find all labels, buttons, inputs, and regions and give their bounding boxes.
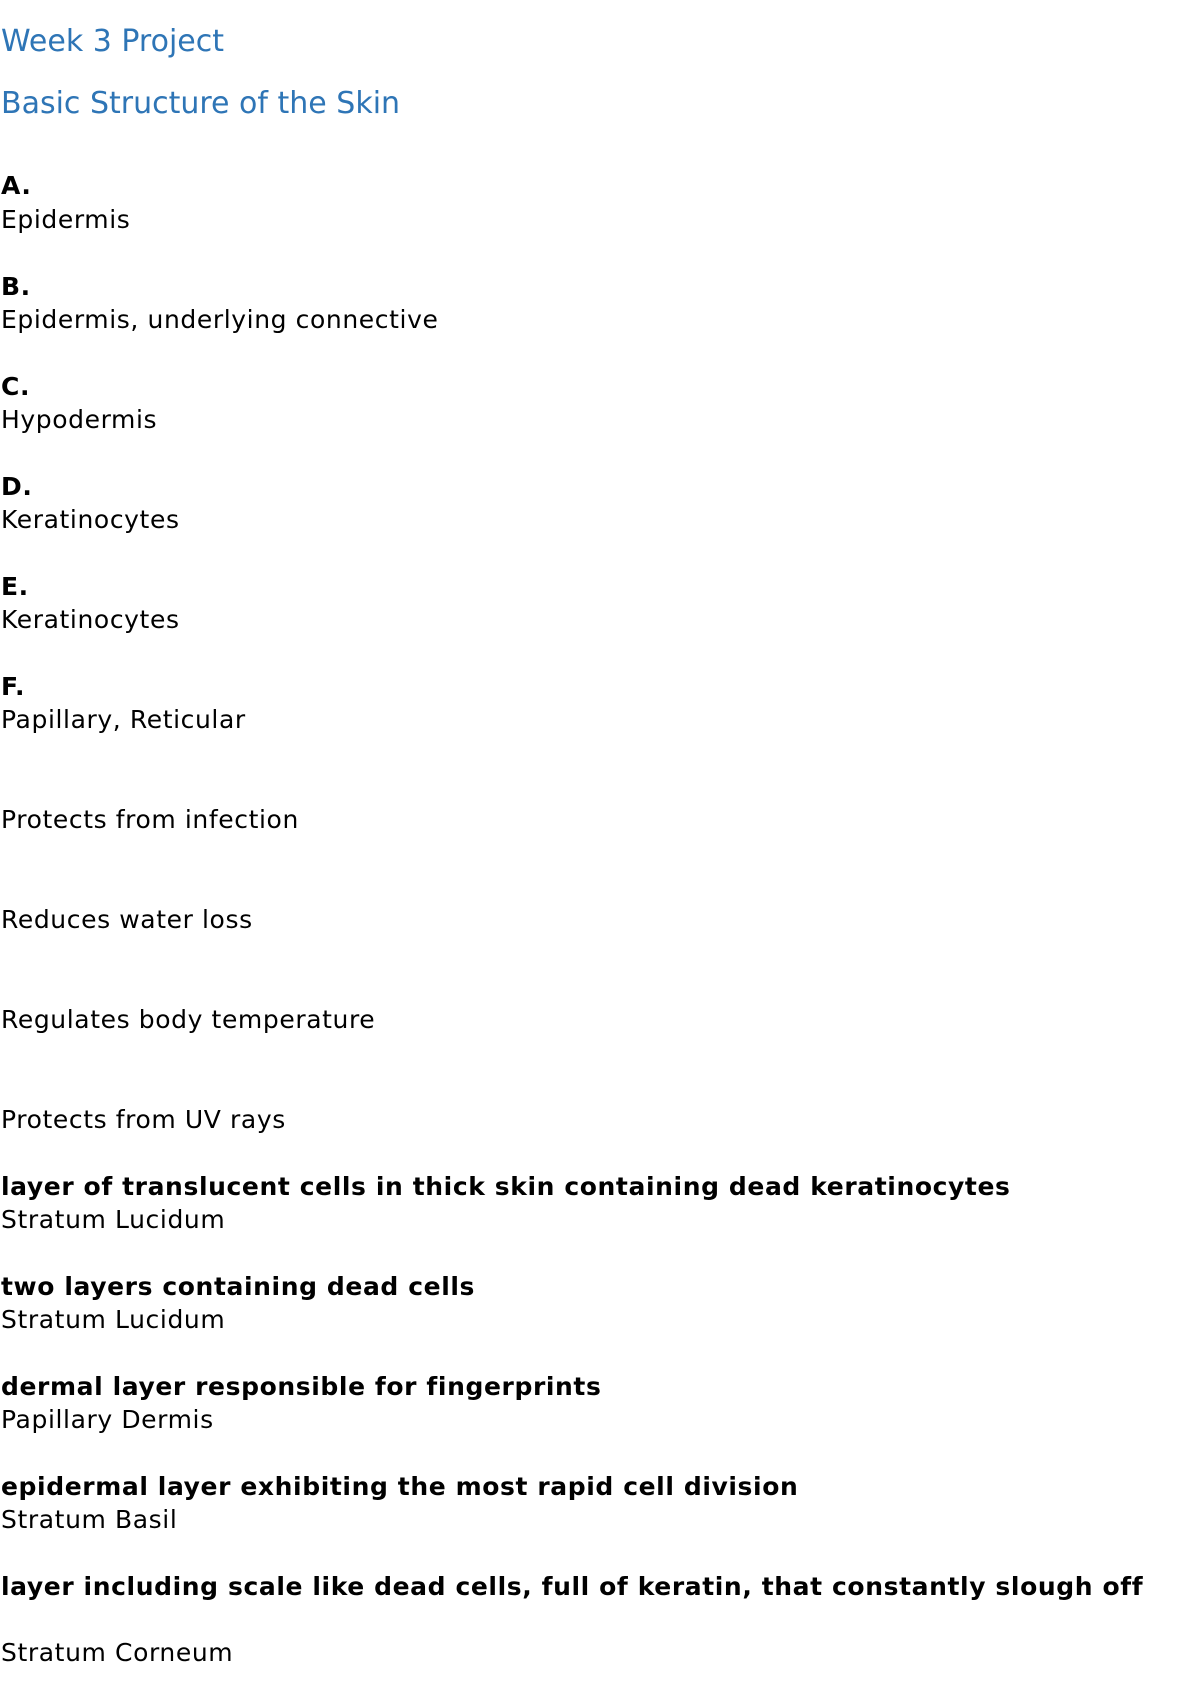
label-letter-f: F.	[1, 672, 26, 701]
function-item: Protects from UV rays	[1, 1105, 286, 1134]
label-answer-f: Papillary, Reticular	[1, 705, 246, 734]
label-letter-c: C.	[1, 372, 31, 401]
label-answer-e: Keratinocytes	[1, 605, 180, 634]
function-item: Protects from infection	[1, 805, 299, 834]
label-answer-b: Epidermis, underlying connective	[1, 305, 439, 334]
definition-question: layer of translucent cells in thick skin containing dead keratinocytes	[1, 1172, 1011, 1201]
label-letter-d: D.	[1, 472, 33, 501]
label-letter-b: B.	[1, 272, 31, 301]
definition-answer: Stratum Lucidum	[1, 1305, 226, 1334]
document-title: Week 3 Project	[1, 24, 224, 59]
definition-answer: Papillary Dermis	[1, 1405, 214, 1434]
document-subtitle: Basic Structure of the Skin	[1, 86, 401, 121]
function-item: Regulates body temperature	[1, 1005, 376, 1034]
label-answer-c: Hypodermis	[1, 405, 158, 434]
label-answer-a: Epidermis	[1, 205, 131, 234]
definition-answer: Stratum Corneum	[1, 1638, 234, 1667]
function-item: Reduces water loss	[1, 905, 253, 934]
label-letter-a: A.	[1, 171, 32, 200]
definition-question: epidermal layer exhibiting the most rapid cell division	[1, 1472, 799, 1501]
definition-question: layer including scale like dead cells, full of keratin, that constantly slough off	[1, 1572, 1144, 1601]
definition-answer: Stratum Basil	[1, 1505, 178, 1534]
label-letter-e: E.	[1, 572, 29, 601]
definition-question: dermal layer responsible for fingerprints	[1, 1372, 602, 1401]
label-answer-d: Keratinocytes	[1, 505, 180, 534]
definition-question: two layers containing dead cells	[1, 1272, 476, 1301]
definition-answer: Stratum Lucidum	[1, 1205, 226, 1234]
